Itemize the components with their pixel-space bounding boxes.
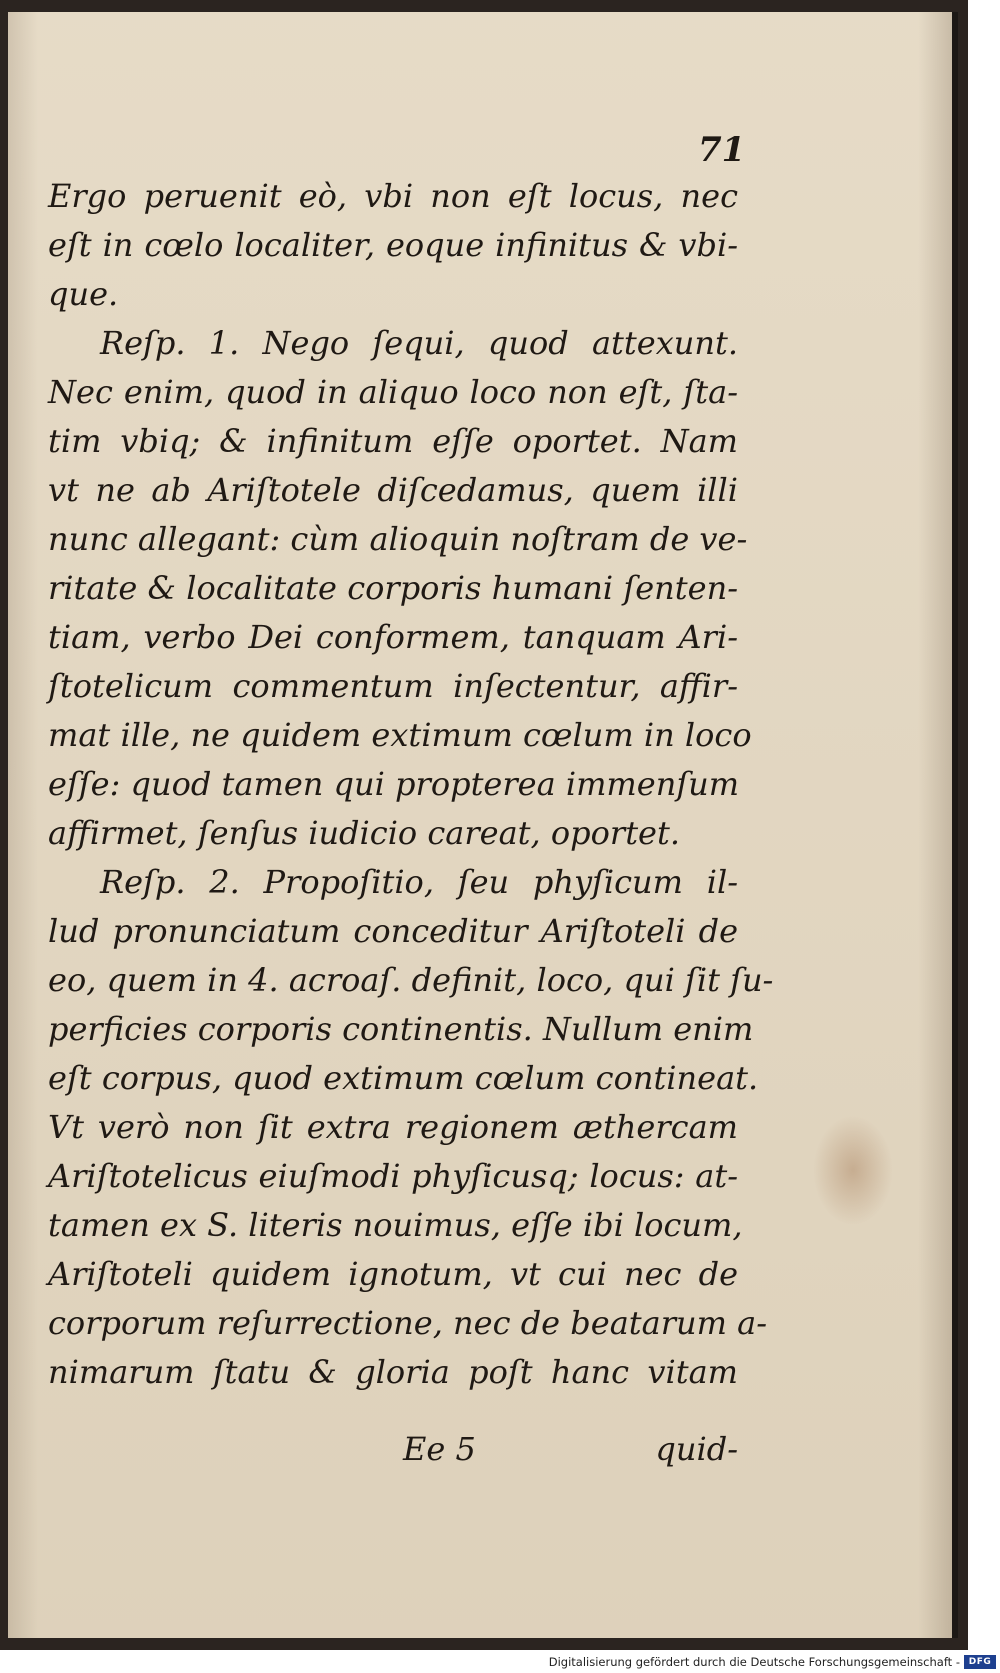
text-line: lud pronunciatum conceditur Ariſtoteli de (48, 912, 738, 950)
dfg-logo-icon: DFG (964, 1655, 996, 1669)
text-line: nimarum ſtatu & gloria poſt hanc vitam (48, 1353, 738, 1391)
text-line: Reſp. 1. Nego ſequi, quod attexunt. (100, 324, 738, 362)
text-line: nunc allegant: cùm alioquin noſtram de ve- (48, 520, 748, 558)
text-line: tamen ex S. literis nouimus, eſſe ibi locum, (48, 1206, 743, 1244)
text-line: tiam, verbo Dei conformem, tanquam Ari- (48, 618, 738, 656)
text-line: eſſe: quod tamen qui propterea immenſum (48, 765, 740, 803)
text-line: eo, quem in 4. acroaſ. definit, loco, qui ſit ſu- (48, 961, 774, 999)
text-line: Ergo peruenit eò, vbi non eſt locus, nec (48, 177, 738, 215)
text-line: vt ne ab Ariſtotele diſcedamus, quem illi (48, 471, 738, 509)
funding-notice: Digitalisierung gefördert durch die Deutsche Forschungsgemeinschaft - (548, 1655, 960, 1669)
page-number: 71 (698, 130, 746, 170)
signature-mark: Ee 5 (403, 1430, 476, 1468)
text-line: eſt corpus, quod extimum cœlum contineat. (48, 1059, 759, 1097)
text-line: perficies corporis continentis. Nullum enim (48, 1010, 754, 1048)
text-line: Ariſtotelicus eiuſmodi phyſicusq; locus: at- (48, 1157, 738, 1195)
text-line: Vt verò non ſit extra regionem æthercam (48, 1108, 738, 1146)
text-line: eſt in cœlo localiter, eoque infinitus & vbi- (48, 226, 738, 264)
text-line: que. (48, 275, 119, 313)
catch-line (48, 1430, 738, 1479)
text-line: Reſp. 2. Propoſitio, ſeu phyſicum il- (100, 863, 738, 901)
text-line: ritate & localitate corporis humani ſenten- (48, 569, 738, 607)
text-line: ſtotelicum commentum inſectentur, affir- (48, 667, 738, 705)
text-line: Ariſtoteli quidem ignotum, vt cui nec de (48, 1255, 738, 1293)
page-text-block (48, 172, 774, 1397)
text-line: tim vbiq; & infinitum eſſe oportet. Nam (48, 422, 738, 460)
text-line: affirmet, ſenſus iudicio careat, oportet. (48, 814, 681, 852)
text-line: Nec enim, quod in aliquo loco non eſt, ſta- (48, 373, 738, 411)
catchword: quid- (655, 1430, 738, 1468)
text-line: corporum reſurrectione, nec de beatarum a- (48, 1304, 768, 1342)
book-page (8, 12, 958, 1638)
text-line: mat ille, ne quidem extimum cœlum in loco (48, 716, 752, 754)
digitization-footer (0, 1652, 1000, 1673)
